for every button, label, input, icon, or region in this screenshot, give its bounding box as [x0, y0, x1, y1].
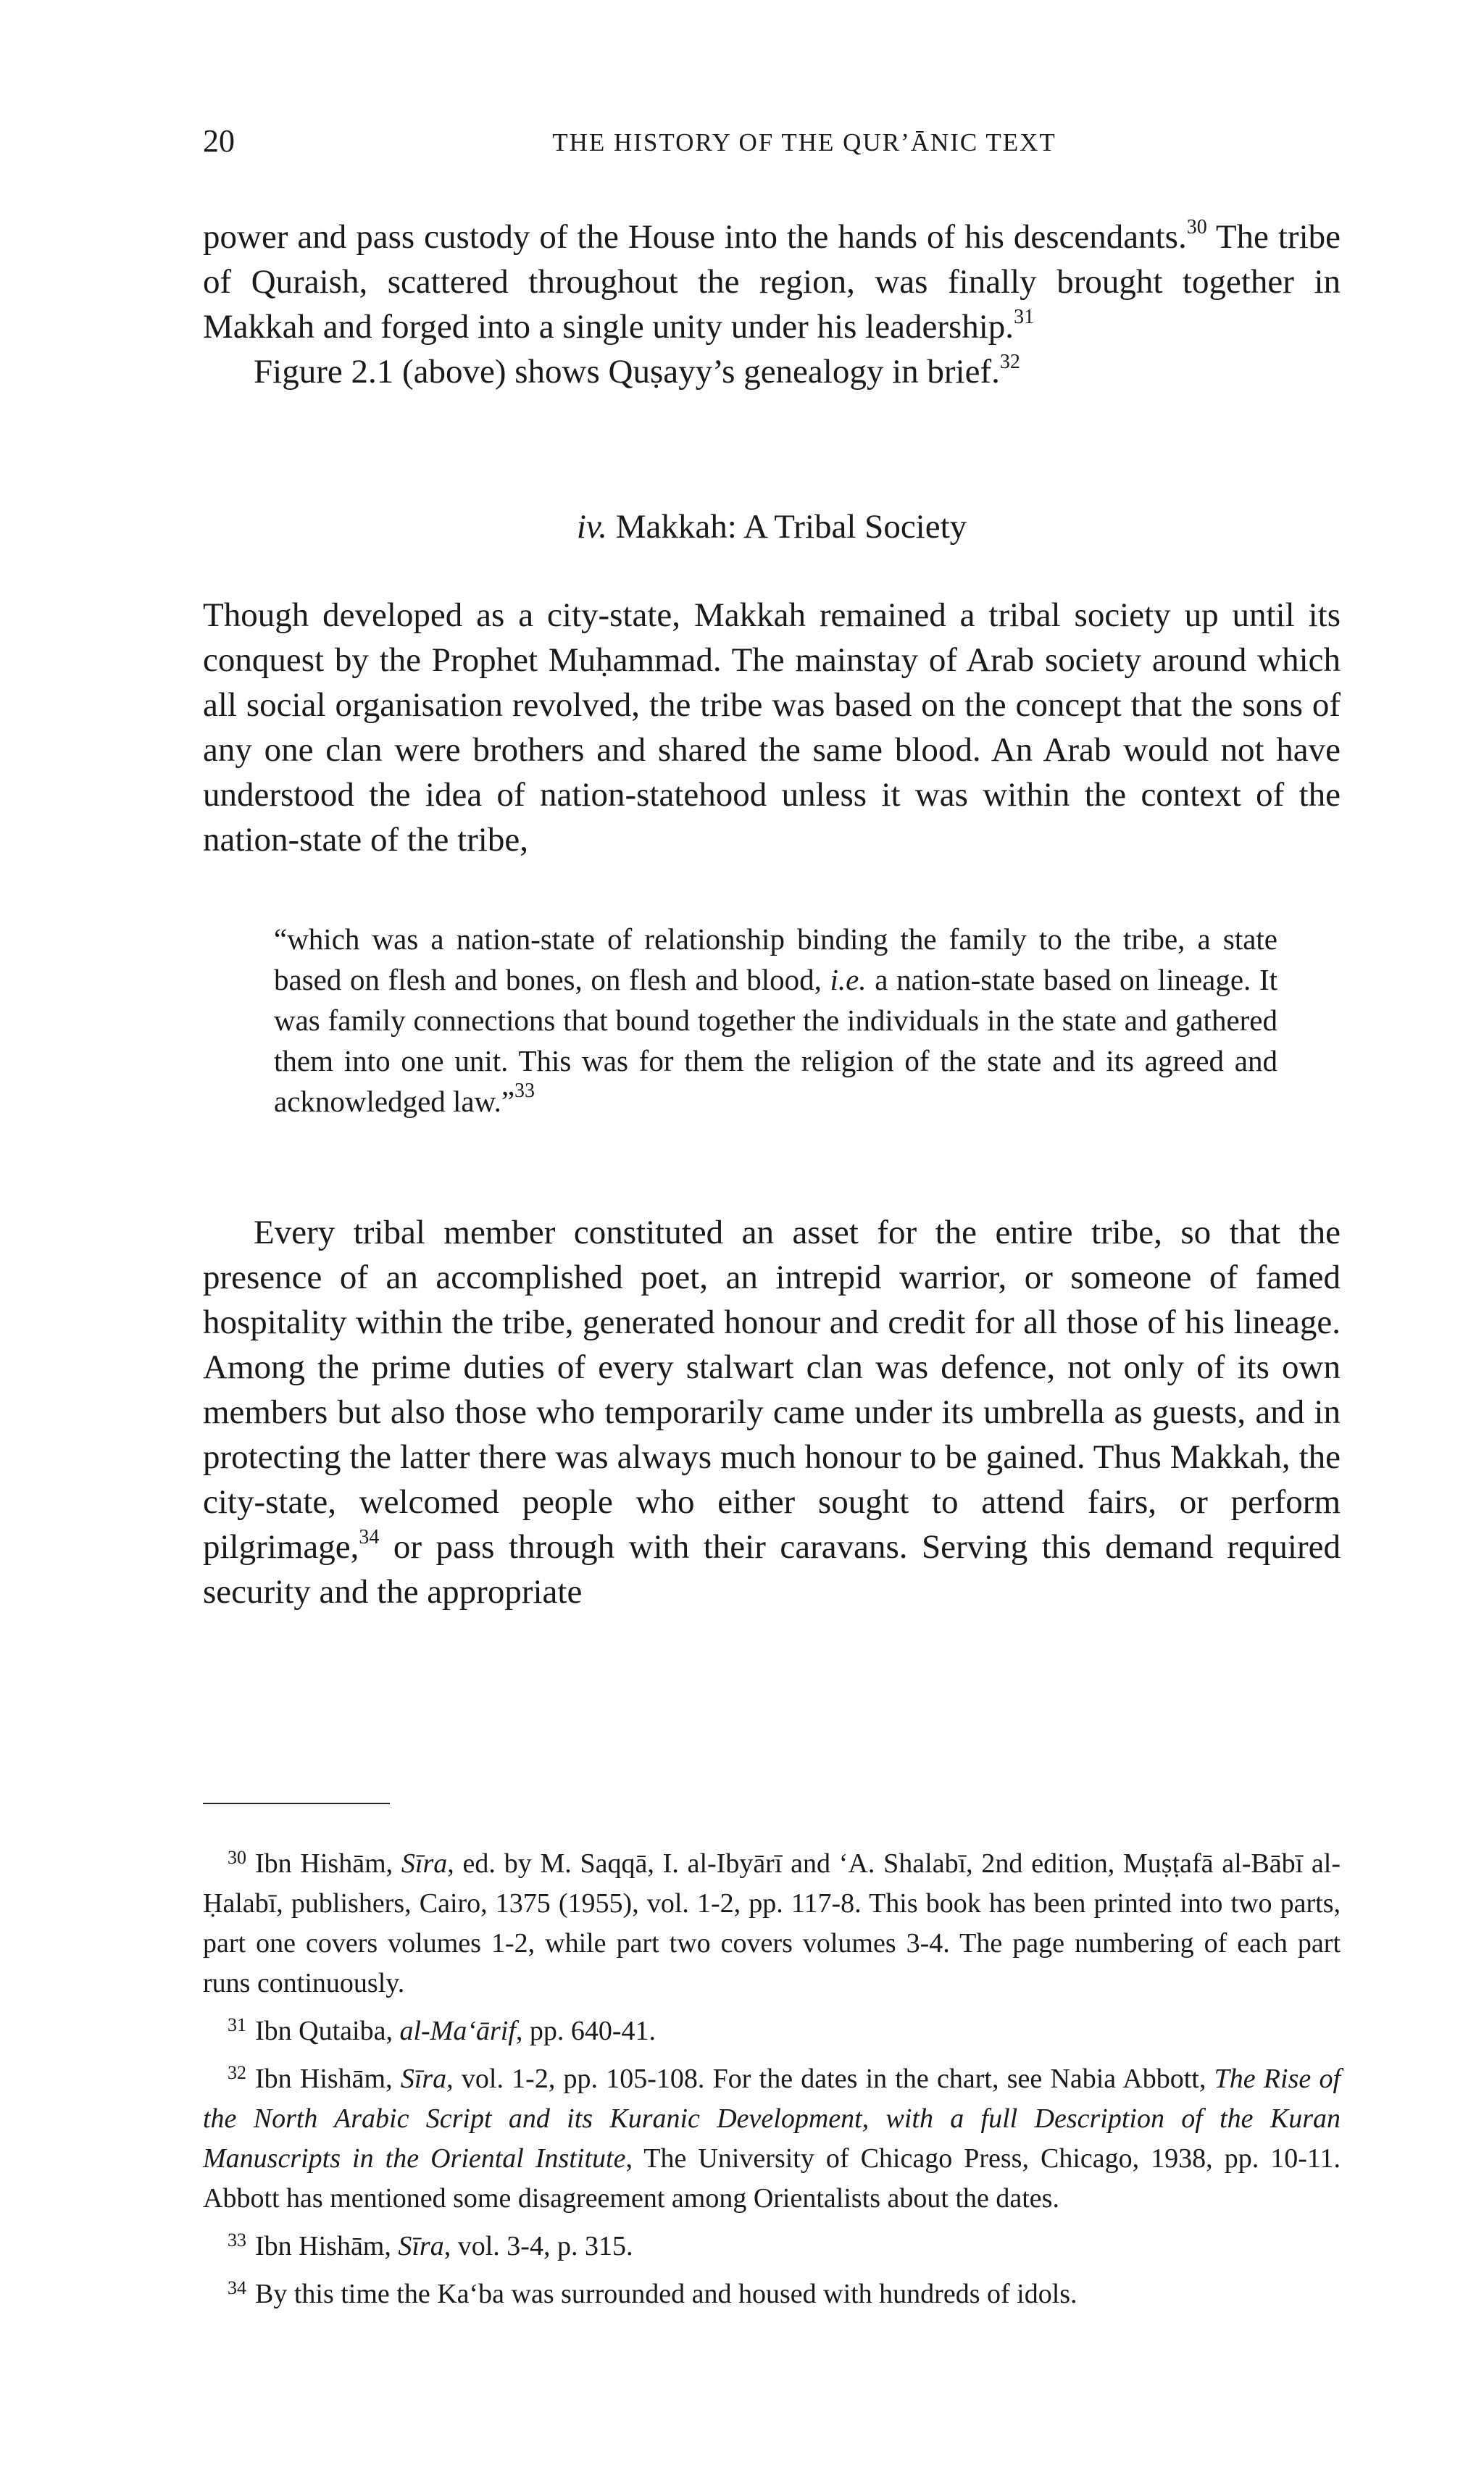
footnote-text: Ibn Hishām,: [255, 1848, 401, 1879]
paragraph-3: [203, 1210, 1341, 1614]
paragraph-1-text: power and pass custody of the House into the hands of his descendants.: [203, 218, 1187, 256]
footnote-number: 33: [228, 2230, 246, 2251]
paragraph-1: [203, 214, 1341, 394]
footnote-ref-31[interactable]: 31: [1014, 306, 1035, 328]
quote-ie: i.e.: [830, 963, 867, 996]
footnote-text: By this time the Ka‘ba was surrounded and housed with hundreds of idols.: [255, 2279, 1077, 2309]
footnote-text: Ibn Hishām,: [255, 2064, 401, 2094]
footnote-title: Sīra: [400, 2064, 447, 2094]
footnote-divider: [203, 1803, 390, 1804]
footnote-text: , pp. 640-41.: [515, 2016, 656, 2046]
paragraph-2: [203, 593, 1341, 862]
running-title: THE HISTORY OF THE QUR’ĀNIC TEXT: [552, 128, 1056, 157]
paragraph-3-text-b: or pass through with their caravans. Serving this demand required security and the appropriate: [203, 1528, 1341, 1611]
footnote-text: Ibn Qutaiba,: [255, 2016, 400, 2046]
footnote-text: , vol. 3-4, p. 315.: [443, 2231, 633, 2261]
footnote-text: Ibn Hishām,: [255, 2231, 399, 2261]
section-heading: [203, 504, 1341, 549]
paragraph-1-text-2: The tribe of Quraish, scattered throughout the region, was finally brought together in Makkah and forged into a single unity under his leadership.: [203, 218, 1341, 346]
footnote-title: al-Ma‘ārif: [399, 2016, 516, 2046]
footnote-number: 30: [228, 1847, 246, 1868]
paragraph-3-text-a: Every tribal member constituted an asset for the entire tribe, so that the presence of an accomplished poet, an intrepid warrior, or someone of famed hospitality within the tribe, generated honour and credit for all those of his lineage. Among the prime duties of every stalwart clan was defence, not only of its own members but also those who temporarily came under its umbrella as guests, and in protecting the latter there was always much honour to be gained. Thus Makkah, the city-state, welcomed people who either sought to attend fairs, or perform pilgrimage,: [203, 1214, 1341, 1566]
footnote-title: Sīra: [401, 1848, 448, 1879]
quote-text-a: “which was a nation-state of relationship binding the family to the tribe, a state based on flesh and bones, on flesh and blood,: [274, 922, 1277, 996]
footnote-title: Sīra: [398, 2231, 444, 2261]
footnote-ref-33[interactable]: 33: [514, 1080, 535, 1102]
quote-text-b: a nation-state based on lineage. It was family connections that bound together the individuals in the state and gathered them into one unit. This was for them the religion of the state and its agreed and acknowledged law.”: [274, 963, 1277, 1118]
paragraph-2-text: Though developed as a city-state, Makkah remained a tribal society up until its conquest by the Prophet Muḥammad. The mainstay of Arab society around which all social organisation revolved, the tribe was based on the concept that the sons of any one clan were brothers and shared the same blood. An Arab would not have understood the idea of nation-statehood unless it was within the context of the nation-state of the tribe,: [203, 596, 1341, 859]
footnote-text: , The University of Chicago Press, Chicago, 1938, pp. 10-11. Abbott has mentioned some disagreement among Orientalists about the dates.: [203, 2143, 1341, 2214]
footnote-number: 34: [228, 2277, 246, 2298]
footnote-number: 31: [228, 2014, 246, 2035]
page-number: 20: [203, 123, 235, 159]
footnote-34: [203, 2268, 1341, 2314]
footnotes: [203, 1838, 1341, 2316]
footnote-31: [203, 2005, 1341, 2051]
block-quote: [274, 919, 1277, 1122]
footnote-ref-30[interactable]: 30: [1186, 216, 1207, 238]
paragraph-1-text-3: Figure 2.1 (above) shows Quṣayy’s genealogy in brief.: [254, 353, 1000, 391]
footnote-text: , vol. 1-2, pp. 105-108. For the dates in the chart, see Nabia Abbott,: [446, 2064, 1214, 2094]
footnote-32: [203, 2053, 1341, 2219]
section-number: iv.: [576, 508, 608, 546]
footnote-text: , ed. by M. Saqqā, I. al-Ibyārī and ‘A. Shalabī, 2nd edition, Muṣṭafā al-Bābī al-Ḥalabī, publishers, Cairo, 1375 (1955), vol. 1-2, pp. 117-8. This book has been printed into two parts, part one covers volumes 1-2, while part two covers volumes 3-4. The page numbering of each part runs continuously.: [203, 1848, 1341, 1998]
footnote-33: [203, 2220, 1341, 2266]
footnote-ref-32[interactable]: 32: [999, 351, 1020, 373]
footnote-ref-34[interactable]: 34: [359, 1526, 380, 1548]
footnote-30: [203, 1838, 1341, 2003]
footnote-number: 32: [228, 2062, 246, 2083]
section-title: Makkah: A Tribal Society: [607, 508, 967, 546]
footnote-book-title: The Rise of the North Arabic Script and its Kuranic Development, with a full Description of the Kuran Manuscripts in the Oriental Institute: [203, 2064, 1341, 2174]
